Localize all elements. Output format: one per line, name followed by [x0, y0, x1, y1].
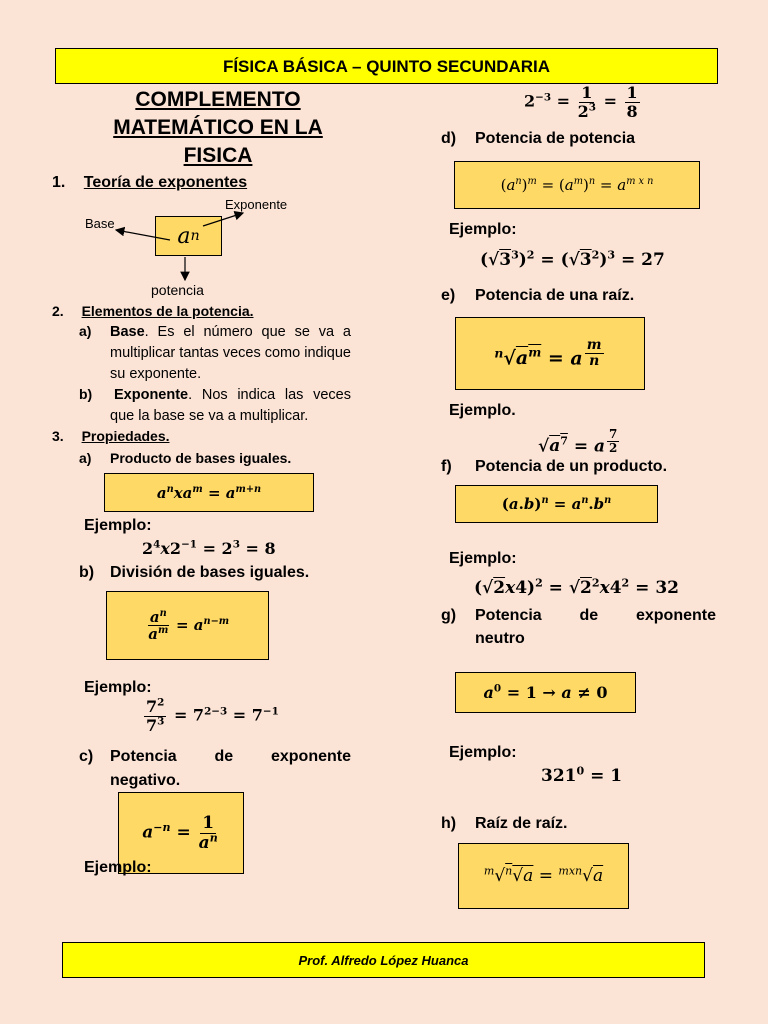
prop-c-formula: $a^{-n}$ = $\frac{1}{a^n}$: [142, 812, 218, 853]
arrow-to-base: [116, 230, 170, 240]
prop-e-formula: $^n√a^m = a$ $^{\frac{m}{n}}$: [494, 336, 602, 370]
prop-b-label: División de bases iguales.: [110, 564, 310, 581]
prop-f-label: Potencia de un producto.: [475, 458, 668, 475]
prop-d-example-label: Ejemplo:: [449, 221, 517, 238]
prop-h-formula: $^m$√$^n$√a = $^{mxn}$√a: [483, 864, 604, 886]
prop-d-formula: $(a^n)^m = (a^m)^n = a^{m x n}$: [500, 176, 654, 194]
prop-b-formula: $\frac{a^n}{a^m}$ = $a^{n-m}$: [148, 607, 230, 643]
section-3-number: 3.: [52, 428, 64, 444]
prop-a-formula-box: [104, 473, 314, 512]
diagram-expr-base: a: [177, 223, 191, 249]
prop-e-example-label: Ejemplo.: [449, 402, 516, 419]
prop-d-example: $(√3^3)^2 = (√3^2)^3 = 27$: [480, 248, 665, 270]
prop-f-formula-box: [455, 485, 658, 523]
prop-f-example-label: Ejemplo:: [449, 550, 517, 567]
item-2a-marker: a): [79, 323, 92, 339]
prop-d-label: Potencia de potencia: [475, 130, 636, 147]
prop-g-example: $321^0 = 1$: [541, 764, 623, 786]
prop-d-formula-box: [454, 161, 700, 209]
prop-c-label-line-2: negativo.: [110, 772, 181, 789]
diagram-exponent-label: Exponente: [225, 197, 288, 212]
section-1-label: Teoría de exponentes: [83, 174, 248, 191]
prop-c-label-word-3: exponente: [270, 748, 351, 765]
prop-g-formula-box: [455, 672, 636, 713]
prop-a-label: Producto de bases iguales.: [110, 450, 292, 466]
prop-c-example: $2^{-3}$ = $\frac{1}{2^3}$ = $\frac{1}{8}$: [524, 83, 638, 121]
footer-banner: Prof. Alfredo López Huanca: [62, 942, 705, 978]
prop-h-label: Raíz de raíz.: [475, 815, 568, 832]
prop-g-label-word-3: exponente: [635, 607, 716, 624]
prop-g-label-word-2: de: [579, 607, 599, 624]
item-2a-term: Base: [110, 324, 145, 340]
diagram-result-label: potencia: [151, 282, 204, 298]
prop-e-formula-box: [455, 317, 645, 390]
item-2a-desc: . Es el número que se va a multiplicar tantas veces como indique su exponente.: [110, 324, 351, 382]
prop-c-label-word-2: de: [214, 748, 234, 765]
title-line-2: MATEMÁTICO EN LA: [113, 116, 323, 139]
item-2a-text: [110, 322, 351, 385]
prop-f-formula: $(a.b)^n = a^n.b^n$: [501, 495, 612, 513]
prop-b-marker: b): [79, 564, 95, 581]
prop-e-label: Potencia de una raíz.: [475, 287, 635, 304]
section-2-number: 2.: [52, 303, 64, 319]
prop-g-example-label: Ejemplo:: [449, 744, 517, 761]
title-line-1: COMPLEMENTO: [135, 88, 301, 111]
prop-c-label-line-1: [110, 748, 351, 766]
section-2-label: Elementos de la potencia.: [81, 303, 254, 319]
prop-e-marker: e): [441, 287, 456, 304]
prop-a-marker: a): [79, 450, 92, 466]
prop-c-label-word-1: Potencia: [110, 748, 177, 765]
prop-g-formula: $a^0 = 1 \to a \ne 0$: [483, 682, 608, 702]
prop-h-marker: h): [441, 815, 457, 832]
prop-f-example: $(√2x4)^2 = √2^2x4^2 = 32$: [474, 576, 679, 598]
prop-h-formula-box: [458, 843, 629, 909]
title-line-3: FISICA: [183, 144, 253, 167]
section-3-label: Propiedades.: [81, 428, 170, 444]
prop-a-example: $2^4x2^{-1} = 2^3 = 8$: [142, 538, 276, 558]
diagram-base-label: Base: [85, 216, 115, 231]
prop-b-example-label: Ejemplo:: [84, 679, 152, 696]
prop-e-example: $√a^7 = a$ $^{\frac{7}{2}}$: [538, 427, 618, 457]
prop-b-example: $\frac{7^2}{7^3}$ = $7^{2-3} = 7^{-1}$: [146, 696, 279, 735]
prop-d-marker: d): [441, 130, 457, 147]
item-2b-marker: b): [79, 386, 93, 402]
prop-g-label-line-2: neutro: [475, 630, 525, 647]
prop-f-marker: f): [441, 458, 452, 475]
section-3-heading: [52, 428, 170, 444]
item-2b-desc: . Nos indica las veces que la base se va a multiplicar.: [110, 387, 351, 424]
prop-g-label-line-1: [475, 607, 716, 625]
prop-a-formula: $a^nxa^m = a^{m+n}$: [156, 483, 262, 502]
prop-c-marker: c): [79, 748, 94, 765]
prop-g-marker: g): [441, 607, 457, 624]
prop-c-example-label: Ejemplo:: [84, 859, 152, 876]
item-2b-text: [110, 385, 351, 427]
diagram-power-box: a n: [155, 216, 222, 256]
prop-g-label-word-1: Potencia: [475, 607, 542, 624]
arrow-to-exponent: [203, 213, 243, 226]
header-banner: FÍSICA BÁSICA – QUINTO SECUNDARIA: [55, 48, 718, 84]
section-2-heading: [52, 303, 254, 319]
prop-b-formula-box: [106, 591, 269, 660]
section-1-number: 1.: [52, 174, 66, 191]
item-2b-term: Exponente: [114, 387, 189, 403]
prop-a-example-label: Ejemplo:: [84, 517, 152, 534]
